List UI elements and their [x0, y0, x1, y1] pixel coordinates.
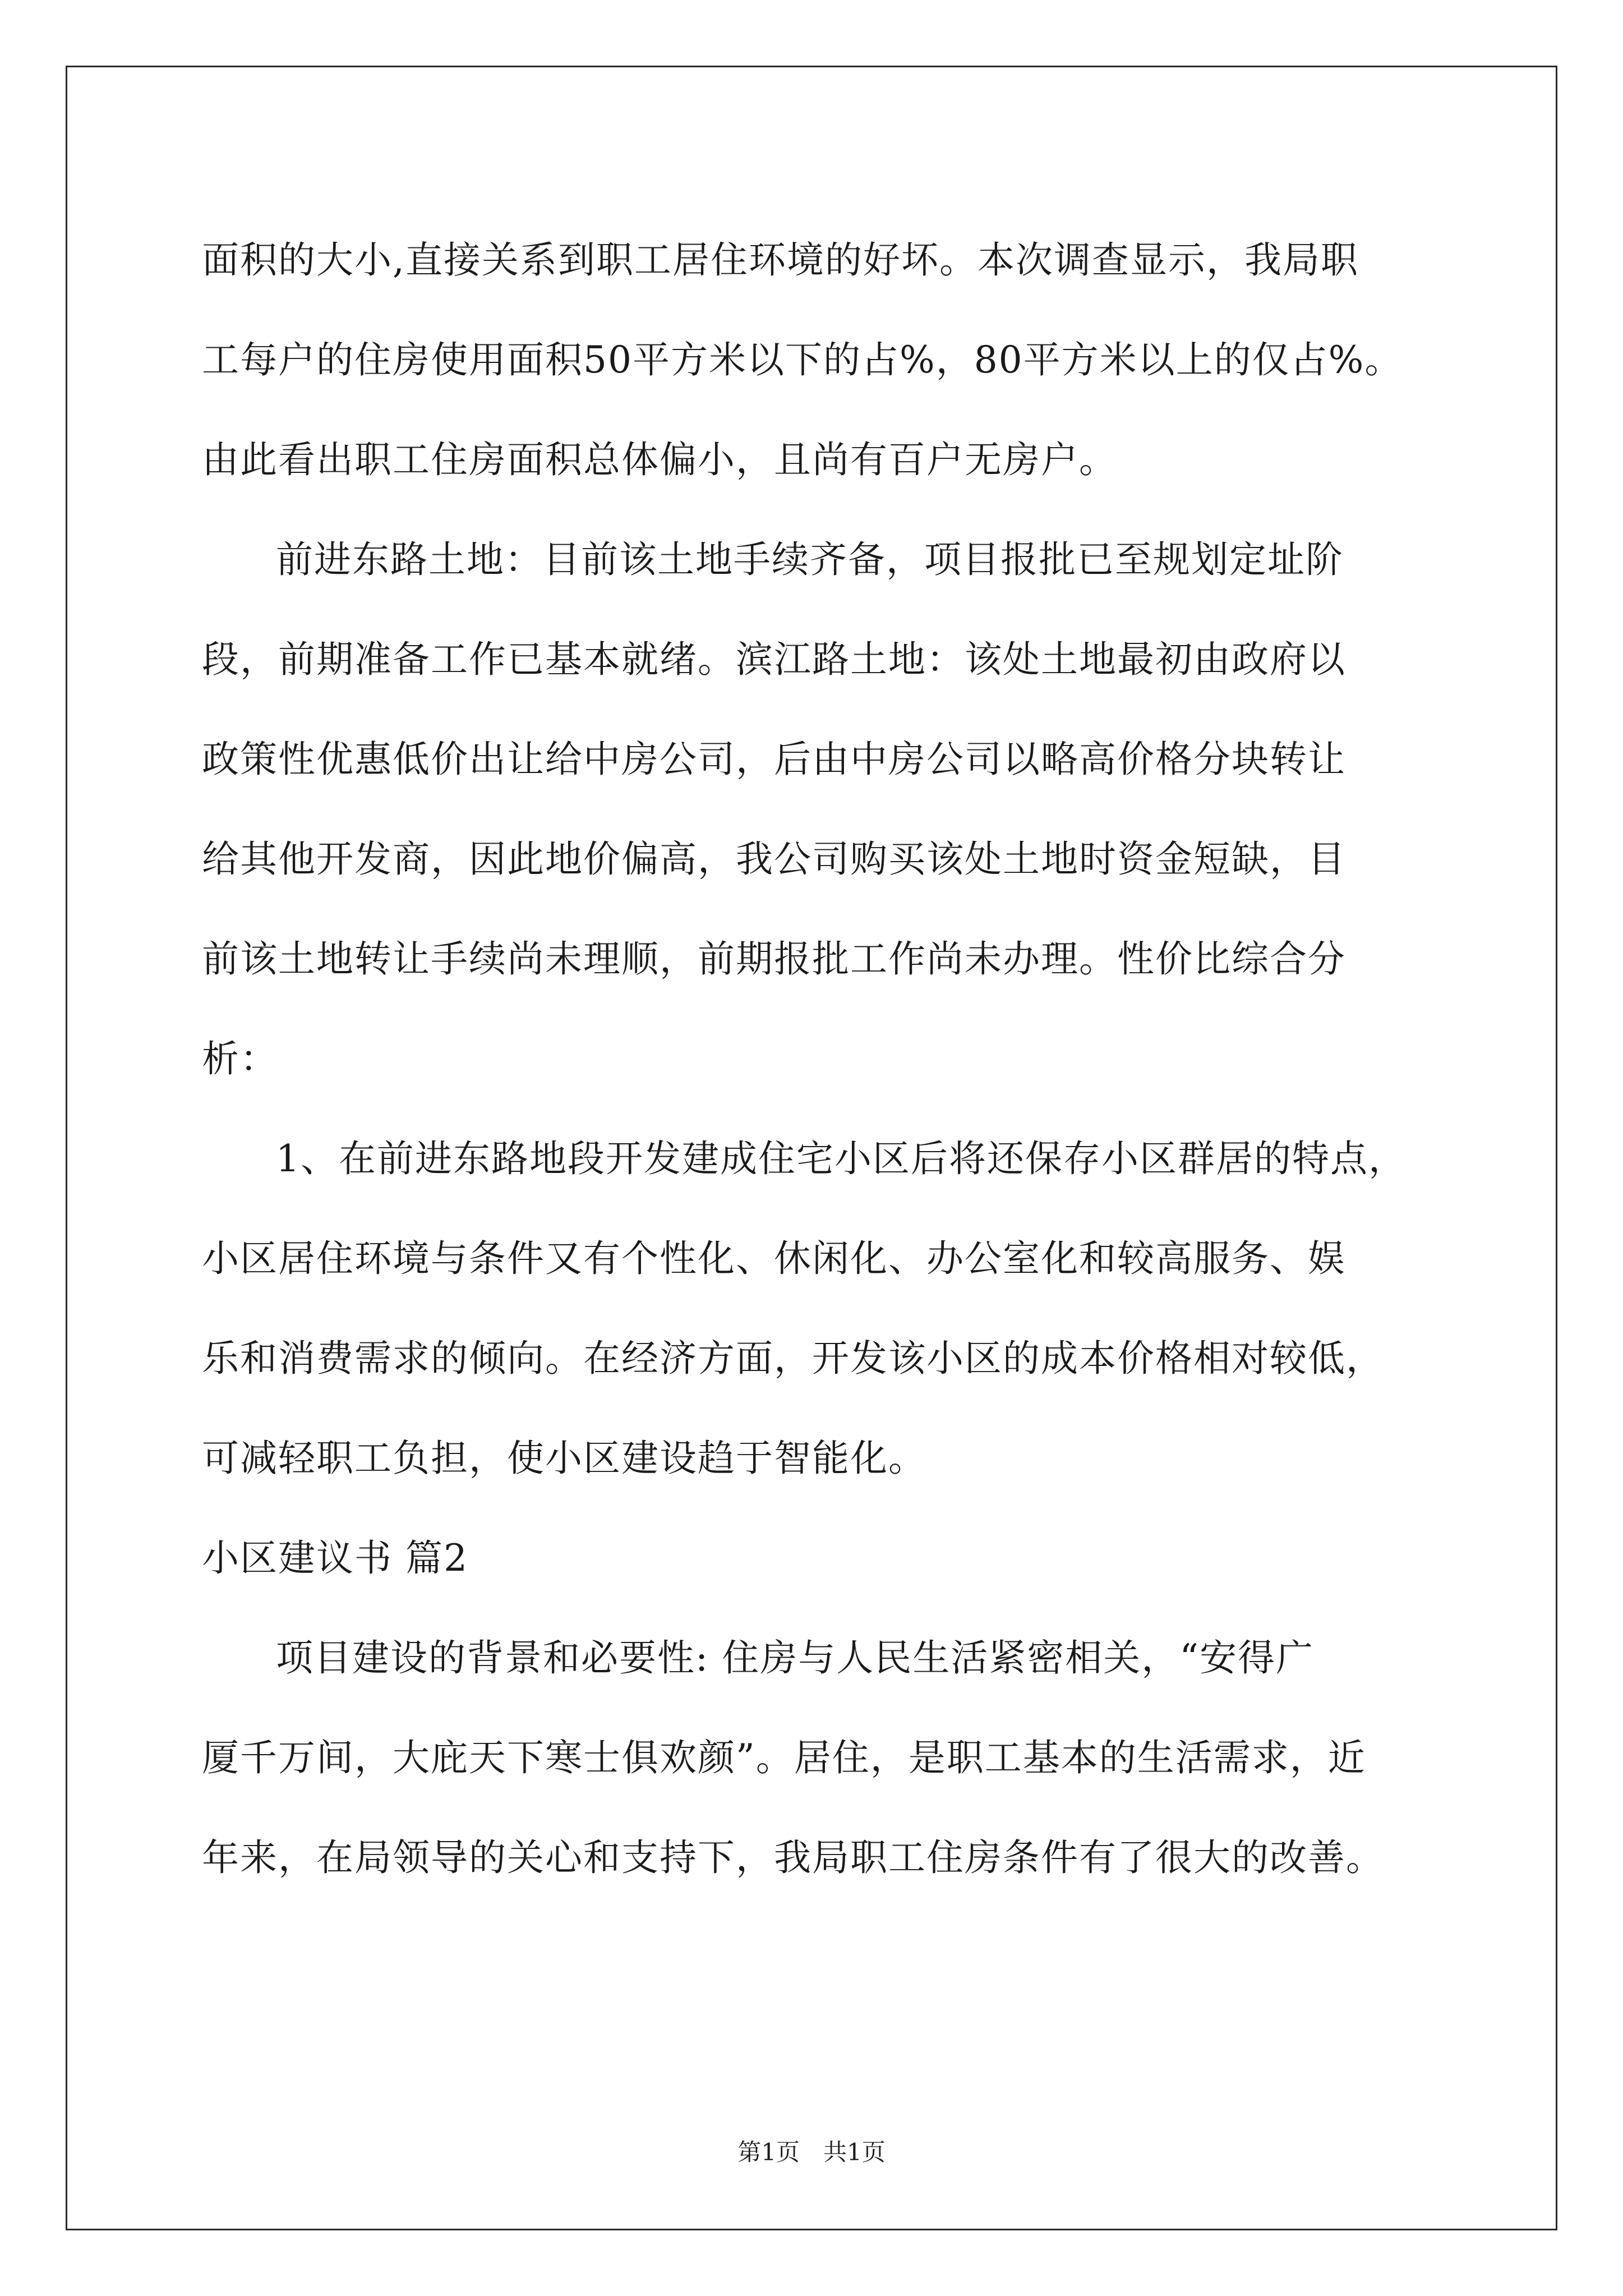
section-heading: 小区建议书 篇2 — [202, 1536, 468, 1580]
text-line: 厦千万间，大庇天下寒士俱欢颜”。居住，是职工基本的生活需求，近 — [202, 1736, 1366, 1779]
paragraph-background — [202, 1608, 1436, 1908]
text-line: 工每户的住房使用面积50平方米以下的占%，80平方米以上的仅占%。 — [202, 338, 1403, 381]
text-line: 前该土地转让手续尚未理顺，前期报批工作尚未办理。性价比综合分 — [202, 937, 1346, 981]
section-heading-part-2 — [202, 1508, 1436, 1608]
text-line: 析： — [202, 1037, 278, 1080]
text-line: 小区居住环境与条件又有个性化、休闲化、办公室化和较高服务、娱 — [202, 1237, 1346, 1280]
text-line: 乐和消费需求的倾向。在经济方面，开发该小区的成本价格相对较低， — [202, 1337, 1384, 1380]
text-line: 由此看出职工住房面积总体偏小，且尚有百户无房户。 — [202, 438, 1117, 481]
text-line: 年来，在局领导的关心和支持下，我局职工住房条件有了很大的改善。 — [202, 1836, 1384, 1879]
page-total: 共1页 — [823, 2138, 886, 2166]
document-body — [202, 210, 1436, 1908]
text-line: 面积的大小,直接关系到职工居住环境的好坏。本次调查显示，我局职 — [202, 238, 1359, 282]
page-footer — [0, 2136, 1623, 2169]
text-line: 政策性优惠低价出让给中房公司，后由中房公司以略高价格分块转让 — [202, 738, 1346, 781]
text-line: 给其他开发商，因此地价偏高，我公司购买该处土地时资金短缺，目 — [202, 838, 1346, 881]
paragraph-area-survey — [202, 210, 1436, 510]
paragraph-land-analysis — [202, 510, 1436, 1109]
text-line: 前进东路土地：目前该土地手续齐备，项目报批已至规划定址阶 — [276, 538, 1344, 581]
paragraph-point-1 — [202, 1109, 1436, 1508]
text-line: 段，前期准备工作已基本就绪。滨江路土地：该处土地最初由政府以 — [202, 638, 1346, 681]
page-number: 第1页 — [737, 2138, 800, 2166]
text-line: 1、在前进东路地段开发建成住宅小区后将还保存小区群居的特点， — [276, 1137, 1407, 1180]
text-line: 项目建设的背景和必要性: 住房与人民生活紧密相关，“安得广 — [276, 1636, 1314, 1680]
text-line: 可减轻职工负担，使小区建设趋于智能化。 — [202, 1437, 926, 1480]
